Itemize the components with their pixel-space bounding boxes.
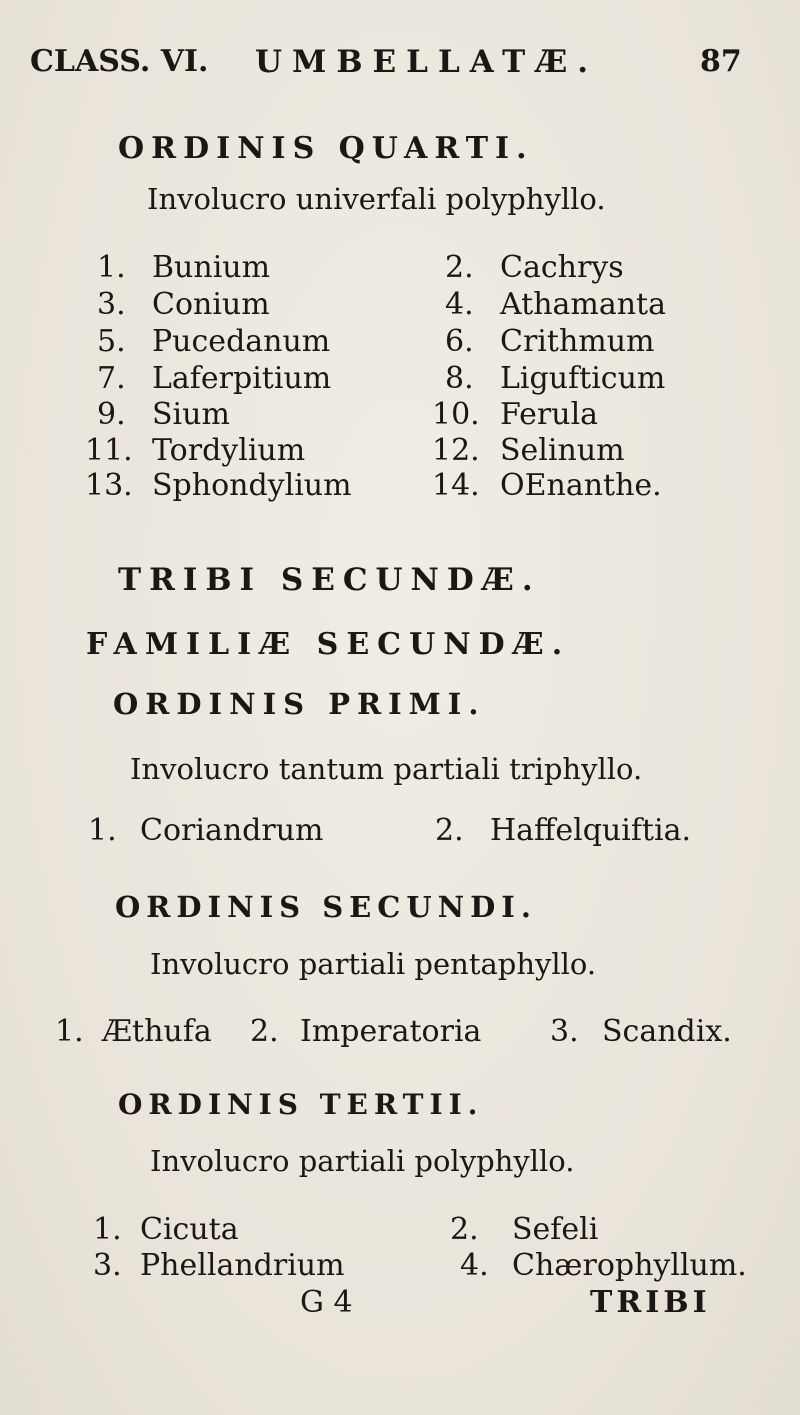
list-item-number: 10. <box>432 397 480 432</box>
list-item-number: 3. <box>97 287 126 322</box>
section-subheading: Involucro tantum partiali triphyllo. <box>130 752 643 786</box>
section-subheading: Involucro partiali pentaphyllo. <box>150 947 597 981</box>
list-item: Cicuta <box>140 1212 239 1247</box>
list-item: Haffelquiftia. <box>490 813 692 848</box>
list-item: Conium <box>152 287 270 322</box>
list-item-number: 2. <box>445 250 474 285</box>
page-number: 87 <box>700 44 742 79</box>
list-item-number: 9. <box>97 397 126 432</box>
list-item-number: 3. <box>93 1248 122 1283</box>
list-item-number: 7. <box>97 361 126 396</box>
section-heading: ORDINIS TERTII. <box>118 1088 484 1121</box>
list-item: Cachrys <box>500 250 624 285</box>
signature-mark: G 4 <box>300 1285 353 1320</box>
list-item: OEnanthe. <box>500 468 662 503</box>
list-item: Bunium <box>152 250 271 285</box>
section-heading: ORDINIS PRIMI. <box>113 687 486 721</box>
list-item: Tordylium <box>152 433 306 468</box>
list-item-number: 14. <box>432 468 480 503</box>
list-item-number: 11. <box>85 433 133 468</box>
list-item-number: 13. <box>85 468 133 503</box>
list-item-number: 8. <box>445 361 474 396</box>
list-item-number: 1. <box>88 813 117 848</box>
list-item: Pucedanum <box>152 324 331 359</box>
list-item: Athamanta <box>500 287 666 322</box>
running-header <box>30 36 770 86</box>
list-item: Scandix. <box>602 1014 732 1049</box>
list-item-number: 4. <box>445 287 474 322</box>
section-subheading: Involucro partiali polyphyllo. <box>150 1144 575 1178</box>
list-item-number: 1. <box>55 1014 84 1049</box>
list-item: Phellandrium <box>140 1248 345 1283</box>
section-heading: ORDINIS QUARTI. <box>118 131 534 166</box>
list-item-number: 2. <box>450 1212 479 1247</box>
list-item: Coriandrum <box>140 813 324 848</box>
list-item: Selinum <box>500 433 625 468</box>
list-item: Æthufa <box>102 1014 212 1049</box>
class-label: CLASS. VI. <box>30 44 209 79</box>
list-item-number: 4. <box>460 1248 489 1283</box>
list-item-number: 1. <box>97 250 126 285</box>
section-heading: ORDINIS SECUNDI. <box>115 890 537 924</box>
list-item-number: 6. <box>445 324 474 359</box>
list-item: Sium <box>152 397 230 432</box>
section-subheading: Involucro univerfali polyphyllo. <box>147 182 606 216</box>
list-item: Chærophyllum. <box>512 1248 747 1283</box>
tribe-heading: TRIBI SECUNDÆ. <box>118 562 541 598</box>
list-item: Laferpitium <box>152 361 332 396</box>
list-item-number: 2. <box>250 1014 279 1049</box>
list-item: Imperatoria <box>300 1014 482 1049</box>
list-item: Crithmum <box>500 324 655 359</box>
list-item-number: 2. <box>435 813 464 848</box>
list-item-number: 5. <box>97 324 126 359</box>
running-title: UMBELLATÆ. <box>255 44 599 80</box>
list-item: Ligufticum <box>500 361 666 396</box>
family-heading: FAMILIÆ SECUNDÆ. <box>86 627 571 662</box>
list-item: Sphondylium <box>152 468 352 503</box>
catchword: TRIBI <box>590 1285 711 1320</box>
list-item-number: 12. <box>432 433 480 468</box>
list-item-number: 1. <box>93 1212 122 1247</box>
list-item: Ferula <box>500 397 599 432</box>
list-item-number: 3. <box>550 1014 579 1049</box>
list-item: Sefeli <box>512 1212 599 1247</box>
